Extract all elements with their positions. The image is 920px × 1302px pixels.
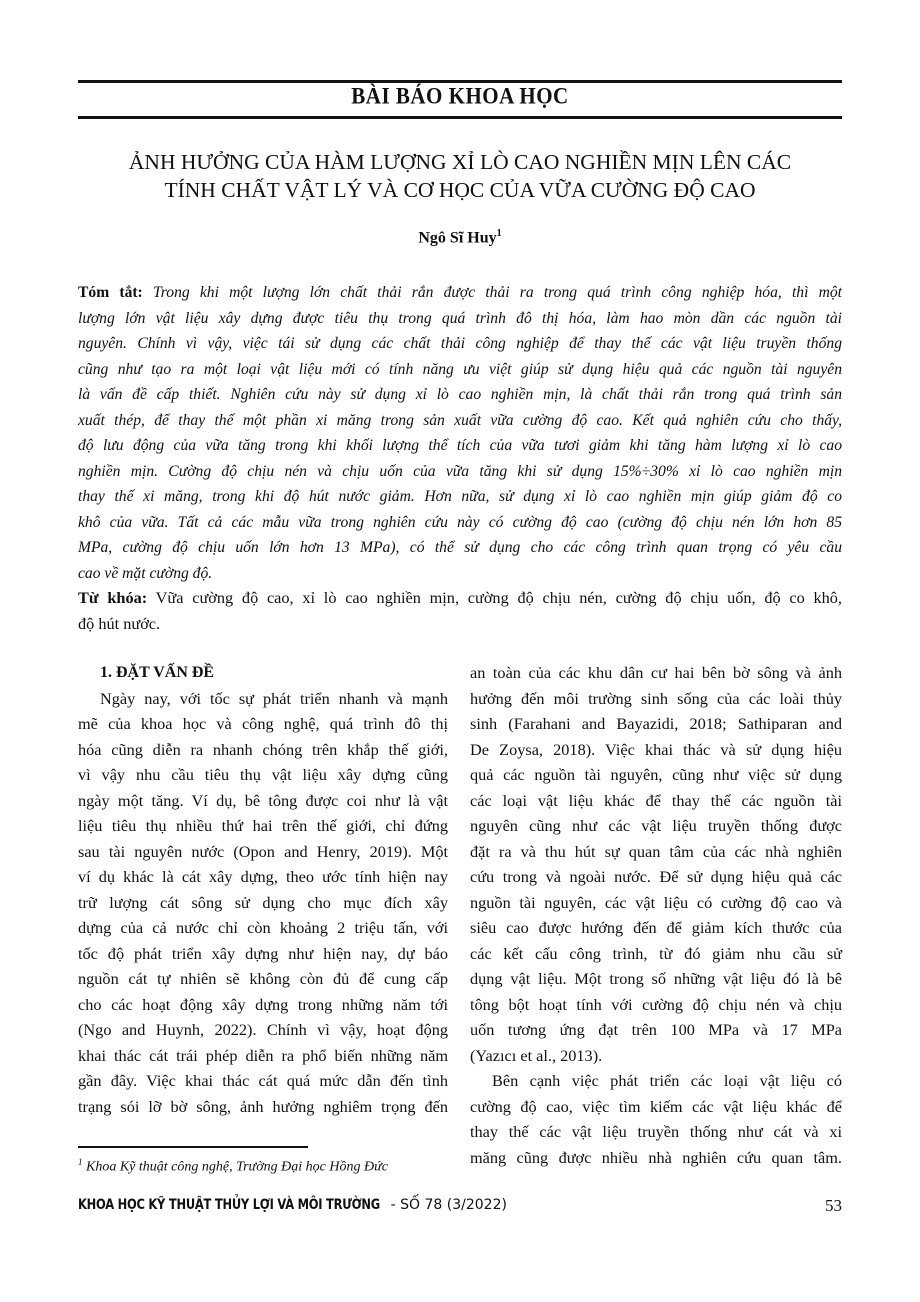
abstract-line xyxy=(78,535,842,561)
body-line xyxy=(470,941,842,967)
footnote-mark: 1 xyxy=(78,1157,83,1167)
body-line xyxy=(78,788,448,814)
body-line xyxy=(470,660,842,686)
section-heading: 1. ĐẶT VẤN ĐỀ xyxy=(100,664,215,681)
journal-name: KHOA HỌC KỸ THUẬT THỦY LỢI VÀ MÔI TRƯỜNG xyxy=(78,1197,380,1213)
body-line xyxy=(78,941,448,967)
line-text: sau tài nguyên nước (Opon and Henry, 2019). Một xyxy=(78,841,448,861)
line-text: De Zoysa, 2018). Việc khai thác và sử dụng hiệu xyxy=(470,739,842,759)
abstract-line xyxy=(78,357,842,383)
line-text: dựng của cả nước chỉ còn khoảng 2 triệu tấn, với xyxy=(78,918,448,937)
line-text: MPa, cường độ chịu uốn lớn hơn 13 MPa), có thể sử dụng cho các công trình quan trọng có yêu cầu xyxy=(78,539,842,556)
abstract-line xyxy=(78,306,842,332)
line-text: độ lưu động của vữa tăng trong khi khối lượng thể tích của vữa tươi giảm khi tăng hàm lượng xỉ lò cao xyxy=(78,437,842,454)
body-line xyxy=(470,992,842,1018)
column-left xyxy=(78,660,448,1119)
affiliation-mark: 1 xyxy=(496,228,502,239)
line-text: cũng như tạo ra một loại vật liệu mới có tính năng ưu việt giúp sử dụng hiệu quả các nguồn tài nguyên xyxy=(78,360,842,378)
keywords-line xyxy=(78,585,842,611)
body-line xyxy=(78,762,448,788)
line-text: ví dụ khác là cát xây dựng, theo ước tính hiện nay xyxy=(78,867,448,886)
line-text: xuất thép, để thay thế một phần xi măng trong sản xuất vữa cường độ cao. Kết quả nghiên cứu cho thấy, xyxy=(78,411,842,429)
line-text: nguồn cát tự nhiên sẽ không còn đủ để cung cấp xyxy=(78,969,448,988)
body-line xyxy=(78,966,448,992)
abstract-line xyxy=(78,280,842,306)
line-text: trữ lượng cát sông sử dụng cho mục đích xây xyxy=(78,892,448,912)
line-text: tông bột hoạt tính với cường độ chịu nén và chịu xyxy=(470,994,842,1014)
body-line xyxy=(470,1145,842,1171)
line-text: vì vậy nhu cầu tiêu thụ vật liệu xây dựng cũng xyxy=(78,765,448,784)
body-line xyxy=(470,762,842,788)
line-text: (Yazıcı et al., 2013). xyxy=(470,1045,603,1065)
body-line xyxy=(78,711,448,737)
title-line: ẢNH HƯỞNG CỦA HÀM LƯỢNG XỈ LÒ CAO NGHIỀN MỊN LÊN CÁC xyxy=(128,150,792,174)
journal-issue: - SỐ 78 (3/2022) xyxy=(386,1197,507,1213)
line-text: nguyên. Chính vì vậy, việc tái sử dụng các chất thải công nghiệp để thay thế các vật liệu truyền thống xyxy=(78,335,842,352)
title-line: TÍNH CHẤT VẬT LÝ VÀ CƠ HỌC CỦA VỮA CƯỜNG ĐỘ CAO xyxy=(164,178,756,202)
body-line xyxy=(470,813,842,839)
abstract-line xyxy=(78,484,842,510)
footnote xyxy=(78,1157,388,1176)
body-line xyxy=(470,1119,842,1145)
line-text: nghiền mịn. Cường độ chịu nén và chịu uốn của vữa tăng khi sử dụng 15%÷30% xỉ lò cao nghiền mịn xyxy=(78,462,842,480)
body-line xyxy=(78,813,448,839)
abstract xyxy=(78,280,842,586)
abstract-line xyxy=(78,331,842,357)
line-text: an toàn của các khu dân cư hai bên bờ sông và ảnh xyxy=(470,663,842,682)
body-line xyxy=(470,966,842,992)
body-line xyxy=(470,1094,842,1120)
body-line xyxy=(470,915,842,941)
line-text: tốc độ phát triển xây dựng như hiện nay, dự báo xyxy=(78,943,448,963)
line-text: cứu trong và ngoài nước. Để sử dụng hiệu quả các xyxy=(470,867,842,886)
line-text: cao về mặt cường độ. xyxy=(78,564,213,582)
line-text: khô của vữa. Tất cả các mẫu vữa trong nghiên cứu này có cường độ cao (cường độ chịu nén lớn hơn 85 xyxy=(78,513,842,531)
abstract-line xyxy=(78,459,842,485)
body-line xyxy=(470,686,842,712)
line-text: nguyên cũng như các vật liệu truyền thống được xyxy=(470,816,842,835)
line-text: khai thác cát trái phép diễn ra phổ biến những năm xyxy=(78,1045,448,1065)
body-line xyxy=(470,839,842,865)
keywords-line xyxy=(78,611,842,637)
line-text: măng cũng được nhiều nhà nghiên cứu quan tâm. xyxy=(470,1147,842,1167)
abstract-line xyxy=(78,433,842,459)
article-title xyxy=(78,148,842,204)
line-text: mẽ của khoa học và công nghệ, quá trình đô thị xyxy=(78,714,448,733)
line-text: sinh (Farahani and Bayazidi, 2018; Sathiparan and xyxy=(470,714,842,733)
body-line xyxy=(470,1017,842,1043)
body-line xyxy=(78,915,448,941)
abstract-line xyxy=(78,382,842,408)
body-line xyxy=(78,1068,448,1094)
line-text: Vữa cường độ cao, xỉ lò cao nghiền mịn, cường độ chịu nén, cường độ chịu uốn, độ co khô, xyxy=(155,588,843,607)
line-text: gần đây. Việc khai thác cát quá mức dẫn đến tình xyxy=(78,1071,448,1090)
keywords xyxy=(78,585,842,636)
line-text: lượng lớn vật liệu xây dựng được tiêu thụ trong quá trình đô thị hóa, làm hao mòn dần các nguồn tài xyxy=(78,309,842,327)
page-footer xyxy=(78,1196,842,1214)
section-banner: BÀI BÁO KHOA HỌC xyxy=(351,82,569,110)
line-text: (Ngo and Huynh, 2022). Chính vì vậy, hoạt động xyxy=(78,1020,448,1039)
line-text: các kết cấu công trình, từ đó giảm nhu cầu sử xyxy=(470,943,842,963)
body-line xyxy=(470,1043,842,1069)
line-text: hưởng đến môi trường sinh sống của các loài thủy xyxy=(470,688,842,708)
line-text: trạng sói lỡ bờ sông, ảnh hưởng nghiêm trọng đến xyxy=(78,1096,448,1116)
author-name: Ngô Sĩ Huy xyxy=(418,229,497,247)
line-text: hóa cũng diễn ra nhanh chóng trên khắp thế giới, xyxy=(78,739,448,759)
body-line xyxy=(78,839,448,865)
line-text: Trong khi một lượng lớn chất thải rắn được thải ra trong quá trình công nghiệp hóa, thì một xyxy=(152,284,843,301)
abstract-line xyxy=(78,510,842,536)
line-text: độ hút nước. xyxy=(78,613,161,633)
line-text: nguồn tài nguyên, các vật liệu có cường độ cao và xyxy=(470,892,842,912)
body-line xyxy=(78,686,448,712)
line-text: dụng vật liệu. Một trong số những vật liệu đó là bê xyxy=(470,969,842,988)
column-right xyxy=(470,660,842,1170)
line-text: Ngày nay, với tốc sự phát triển nhanh và mạnh xyxy=(100,688,448,708)
author xyxy=(78,228,842,247)
body-line xyxy=(470,737,842,763)
body-line xyxy=(470,711,842,737)
banner-rule xyxy=(78,116,842,119)
line-text: liệu tiêu thụ nhiều thứ hai trên thế giới, chỉ đứng xyxy=(78,816,448,835)
line-text: các loại vật liệu khác để thay thế các nguồn tài xyxy=(470,790,842,810)
line-text: là vấn đề cấp thiết. Nghiên cứu này sử dụng xỉ lò cao nghiền mịn, là chất thải rắn trong quá trình sản xyxy=(78,386,842,403)
abstract-line xyxy=(78,408,842,434)
line-text: quả các nguồn tài nguyên, cũng như việc sử dụng xyxy=(470,765,842,784)
abstract-label: Tóm tắt: xyxy=(78,284,143,301)
body-line xyxy=(470,1068,842,1094)
line-text: thay thế các vật liệu truyền thống như cát và xi xyxy=(470,1122,842,1141)
line-text: siêu cao được hướng đến để giảm kích thước của xyxy=(470,918,842,937)
line-text: cường độ cao, việc tìm kiếm các vật liệu khác để xyxy=(470,1096,842,1116)
line-text: đặt ra và thu hút sự quan tâm của các nhà nghiên xyxy=(470,841,842,861)
body-line xyxy=(470,890,842,916)
body-line xyxy=(470,864,842,890)
body-line xyxy=(78,890,448,916)
page-number: 53 xyxy=(825,1196,842,1215)
abstract-line xyxy=(78,561,842,587)
keywords-label: Từ khóa: xyxy=(78,588,148,607)
footnote-rule xyxy=(78,1146,308,1148)
footnote-text: Khoa Kỹ thuật công nghệ, Trường Đại học Hồng Đức xyxy=(86,1159,388,1175)
body-line xyxy=(78,864,448,890)
body-line xyxy=(78,1094,448,1120)
body-line xyxy=(78,1017,448,1043)
body-line xyxy=(470,788,842,814)
line-text: uốn tương ứng đạt trên 100 MPa và 17 MPa xyxy=(470,1020,842,1039)
line-text: Bên cạnh việc phát triển các loại vật liệu có xyxy=(492,1071,842,1090)
line-text: cho các hoạt động xây dựng trong những năm tới xyxy=(78,994,448,1014)
line-text: ngày một tăng. Ví dụ, bê tông được coi như là vật xyxy=(78,790,448,810)
body-line xyxy=(78,992,448,1018)
line-text: thay thế xi măng, trong khi độ hút nước giảm. Hơn nữa, sử dụng xỉ lò cao nghiền mịn giúp giảm độ co xyxy=(78,488,842,505)
body-line xyxy=(78,737,448,763)
body-line xyxy=(78,1043,448,1069)
